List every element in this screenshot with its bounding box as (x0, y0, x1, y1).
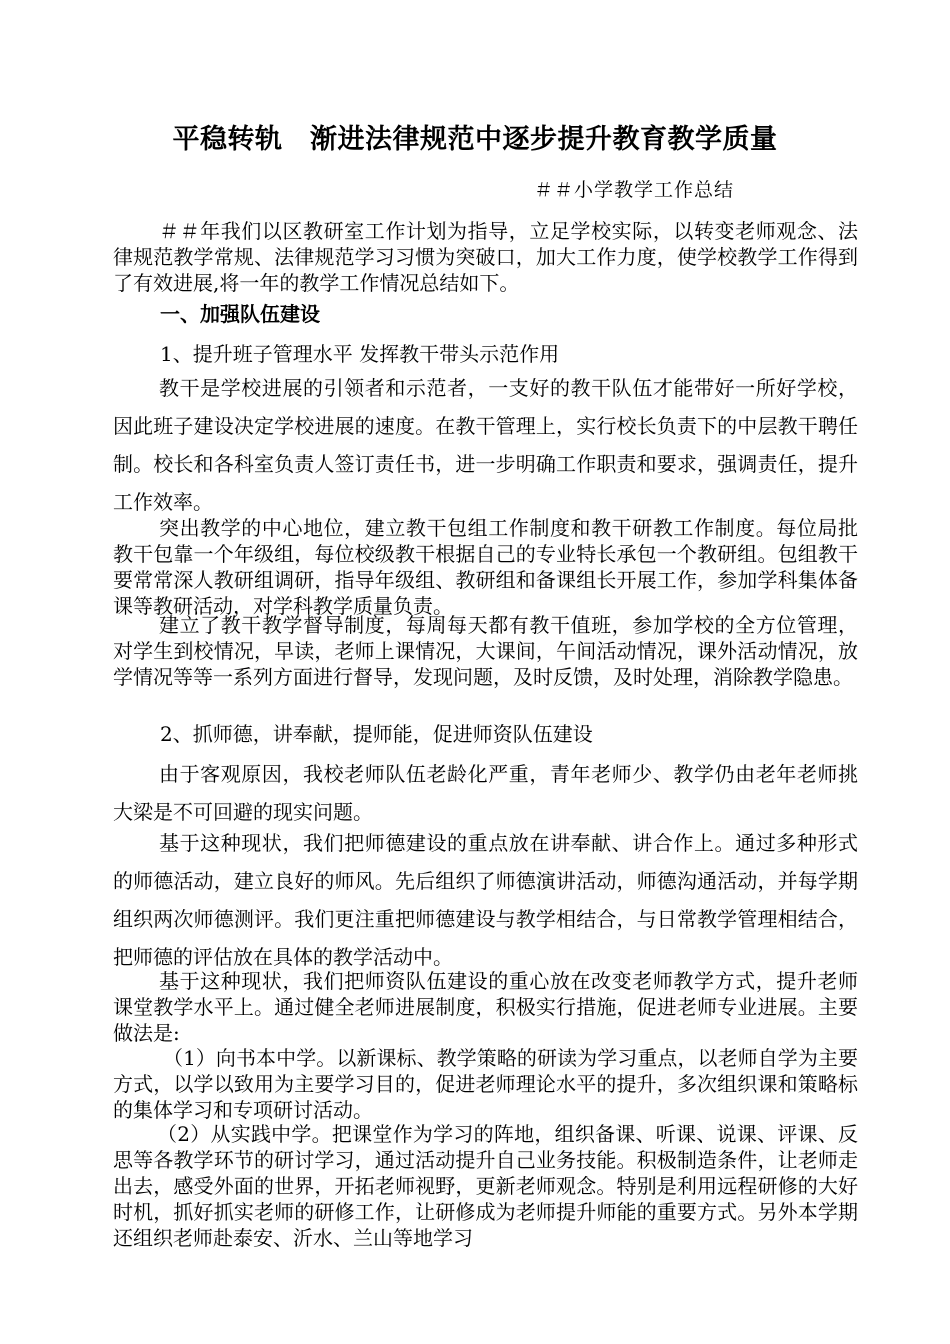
paragraph: 教干是学校进展的引领者和示范者，一支好的教干队伍才能带好一所好学校，因此班子建设决定学校进展的速度。在教干管理上，实行校长负责下的中层教干聘任制。校长和各科室负责人签订责任书，进一步明确工作职责和要求，强调责任，提升工作效率。 (113, 376, 858, 514)
document-title: 平稳转轨 渐进法律规范中逐步提升教育教学质量 (172, 124, 778, 155)
list-item: （1）向书本中学。以新课标、教学策略的研读为学习重点，以老师自学为主要方式，以学以致用为主要学习目的，促进老师理论水平的提升，多次组织课和策略标的集体学习和专项研讨活动。 (113, 1046, 858, 1122)
paragraph: 突出教学的中心地位，建立教干包组工作制度和教干研教工作制度。每位局批教干包靠一个年级组，每位校级教干根据自己的专业特长承包一个教研组。包组教干要常常深人教研组调研，指导年级组、教研组和备课组长开展工作，参加学科集体备课等教研活动，对学科教学质量负责。 (113, 516, 858, 618)
intro-paragraph: ＃＃年我们以区教研室工作计划为指导，立足学校实际，以转变老师观念、法律规范教学常规、法律规范学习习惯为突破口，加大工作力度，使学校教学工作得到了有效进展,将一年的教学工作情况总结如下。 (113, 219, 858, 295)
paragraph: 基于这种现状，我们把师德建设的重点放在讲奉献、讲合作上。通过多种形式的师德活动，建立良好的师风。先后组织了师德演讲活动，师德沟通活动，并每学期组织两次师德测评。我们更注重把师德建设与教学相结合，与日常教学管理相结合，把师德的评估放在具体的教学活动中。 (113, 831, 858, 969)
section-heading: 一、加强队伍建设 (160, 302, 320, 326)
document-subtitle: ＃＃小学教学工作总结 (534, 179, 735, 201)
paragraph: 由于客观原因，我校老师队伍老龄化严重，青年老师少、教学仍由老年老师挑大梁是不可回避的现实问题。 (113, 762, 858, 824)
paragraph: 基于这种现状，我们把师资队伍建设的重心放在改变老师教学方式，提升老师课堂教学水平上。通过健全老师进展制度，积极实行措施，促进老师专业进展。主要做法是: (113, 969, 858, 1045)
list-item: （2）从实践中学。把课堂作为学习的阵地，组织备课、听课、说课、评课、反思等各教学环节的研讨学习，通过活动提升自己业务技能。积极制造条件，让老师走出去，感受外面的世界，开拓老师视野，更新老师观念。特别是利用远程研修的大好时机，抓好抓实老师的研修工作，让研修成为老师提升师能的重要方式。另外本学期还组织老师赴泰安、沂水、兰山等地学习 (113, 1122, 858, 1250)
subsection-heading: 1、提升班子管理水平 发挥教干带头示范作用 (160, 342, 560, 366)
paragraph: 建立了教干教学督导制度，每周每天都有教干值班，参加学校的全方位管理，对学生到校情况，早读，老师上课情况，大课间，午间活动情况，课外活动情况，放学情况等等一系列方面进行督导，发现问题，及时反馈，及时处理，消除教学隐患。 (113, 613, 858, 689)
subsection-heading: 2、抓师德，讲奉献，提师能，促进师资队伍建设 (160, 722, 593, 746)
